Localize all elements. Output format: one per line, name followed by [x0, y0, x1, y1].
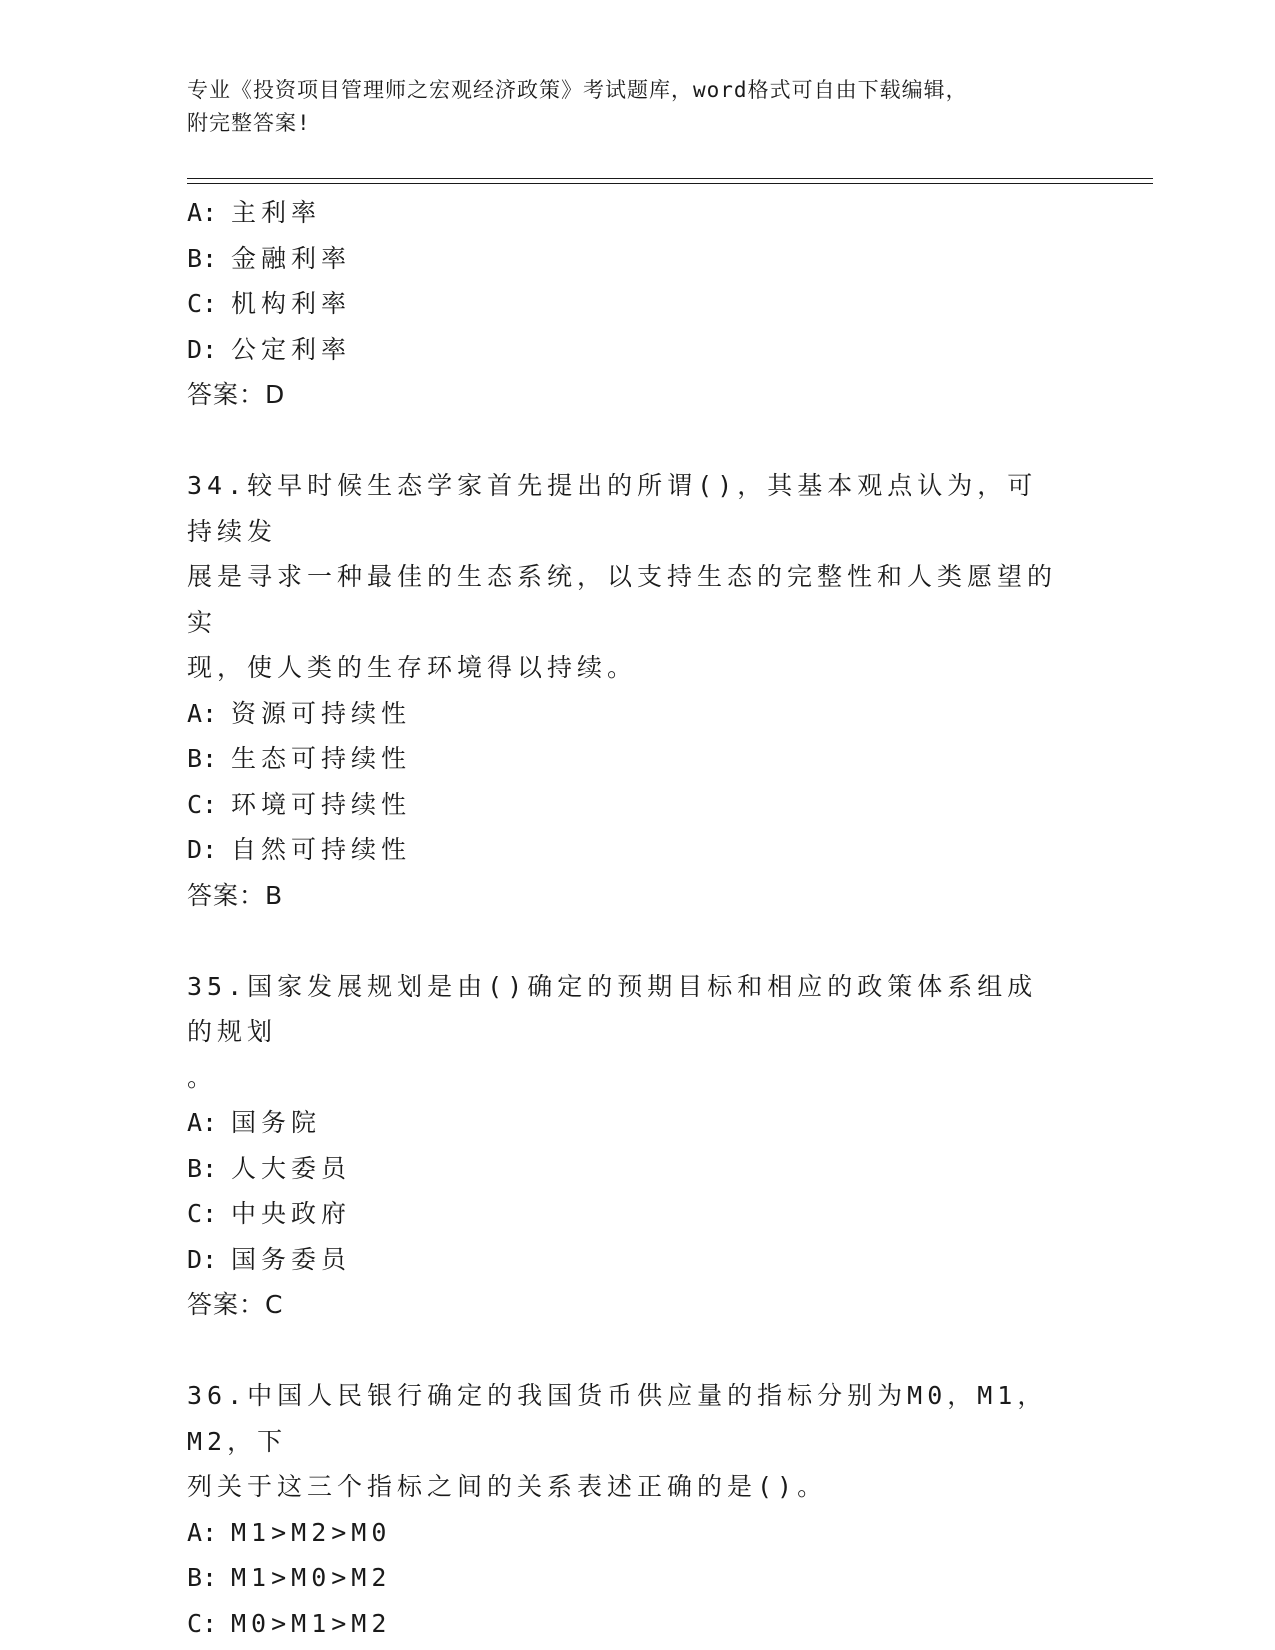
option-c	[187, 281, 1067, 327]
option-letter: A:	[187, 1517, 218, 1547]
option-text: 人大委员	[231, 1153, 352, 1183]
option-c	[187, 782, 1067, 828]
option-text: M1>M2>M0	[231, 1517, 392, 1547]
option-letter: B:	[187, 243, 218, 273]
option-b	[187, 1146, 1067, 1192]
header-divider-top	[187, 178, 1153, 179]
option-letter: C:	[187, 289, 218, 318]
question-stem-line: 35.国家发展规划是由()确定的预期目标和相应的政策体系组成的规划	[187, 971, 1038, 1046]
option-a	[187, 1510, 1067, 1556]
option-text: 生态可持续性	[231, 744, 412, 773]
option-letter: A:	[187, 198, 218, 227]
question-stem-line: 列关于这三个指标之间的关系表述正确的是()。	[187, 1472, 828, 1501]
option-text: 国务院	[231, 1108, 322, 1137]
question-stem-line: 现，使人类的生存环境得以持续。	[187, 653, 638, 682]
option-letter: D:	[187, 835, 218, 864]
option-text: 自然可持续性	[231, 835, 412, 864]
option-b	[187, 736, 1067, 782]
option-d	[187, 827, 1067, 873]
option-letter: C:	[187, 789, 218, 819]
header-line-1: 专业《投资项目管理师之宏观经济政策》考试题库，word格式可自由下载编辑，	[187, 78, 968, 102]
option-text: 国务委员	[231, 1244, 352, 1274]
option-letter: C:	[187, 1608, 218, 1638]
option-text: 资源可持续性	[231, 698, 412, 728]
option-letter: B:	[187, 1563, 218, 1592]
option-text: 公定利率	[231, 334, 352, 364]
option-text: 主利率	[231, 198, 322, 227]
header-line-2: 附完整答案!	[187, 111, 311, 135]
option-letter: B:	[187, 744, 218, 773]
option-text: M1>M0>M2	[231, 1563, 392, 1592]
option-a	[187, 190, 1067, 236]
option-b	[187, 236, 1067, 282]
question-stem-line: 。	[187, 1062, 218, 1092]
document-body	[187, 190, 1067, 1646]
question-36	[187, 1373, 1067, 1646]
question-stem-line: 34.较早时候生态学家首先提出的所谓()，其基本观点认为，可持续发	[187, 471, 1038, 546]
answer-line: 答案：C	[187, 1290, 284, 1319]
option-text: 中央政府	[231, 1199, 352, 1228]
option-letter: A:	[187, 1108, 218, 1137]
answer-line: 答案：D	[187, 380, 286, 409]
question-35	[187, 964, 1067, 1328]
option-c	[187, 1191, 1067, 1237]
option-b	[187, 1555, 1067, 1601]
question-stem-line: 36.中国人民银行确定的我国货币供应量的指标分别为M0，M1，M2，下	[187, 1381, 1048, 1456]
question-33	[187, 190, 1067, 418]
option-letter: D:	[187, 1244, 218, 1274]
option-letter: A:	[187, 698, 218, 728]
option-c	[187, 1601, 1067, 1647]
question-34	[187, 463, 1067, 918]
option-letter: D:	[187, 334, 218, 364]
answer-line: 答案：B	[187, 880, 284, 910]
option-text: 金融利率	[231, 243, 352, 273]
question-stem-line: 展是寻求一种最佳的生态系统，以支持生态的完整性和人类愿望的实	[187, 562, 1058, 637]
header-divider-bottom	[187, 183, 1153, 184]
option-text: 机构利率	[231, 289, 352, 318]
option-text: 环境可持续性	[231, 789, 412, 819]
option-d	[187, 327, 1067, 373]
document-header	[187, 74, 1087, 140]
option-letter: B:	[187, 1153, 218, 1183]
option-a	[187, 1100, 1067, 1146]
option-a	[187, 691, 1067, 737]
option-text: M0>M1>M2	[231, 1608, 392, 1638]
option-letter: C:	[187, 1199, 218, 1228]
option-d	[187, 1237, 1067, 1283]
